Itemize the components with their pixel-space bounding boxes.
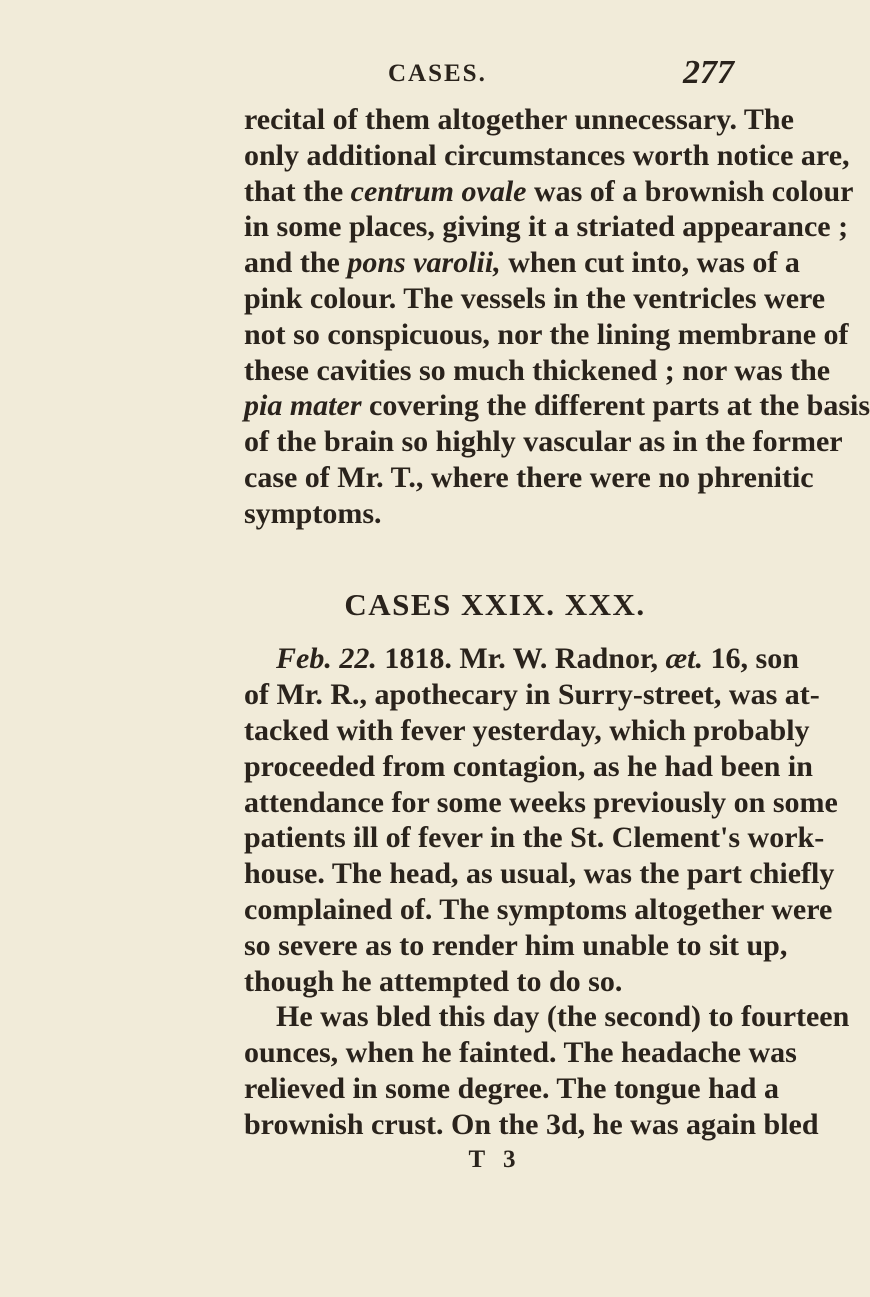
- text-line: recital of them altogether unnecessary. The: [244, 103, 794, 136]
- running-head-title: CASES.: [388, 60, 487, 87]
- running-head: [0, 38, 801, 98]
- text-line: complained of. The symptoms altogether were: [244, 892, 833, 926]
- text-line: symptoms.: [244, 496, 382, 530]
- text-line: of the brain so highly vascular as in the former: [244, 425, 843, 459]
- italic-term: centrum ovale: [350, 174, 527, 208]
- section-heading: CASES XXIX. XXX.: [344, 586, 646, 622]
- text-line: these cavities so much thickened ; nor was the: [244, 353, 831, 387]
- text-line: though he attempted to do so.: [244, 964, 623, 998]
- text-line: and the pons varolii, when cut into, was of a: [244, 246, 800, 280]
- text-line: only additional circumstances worth notice are,: [244, 138, 850, 172]
- italic-term: Feb. 22.: [276, 642, 377, 676]
- text-line: that the centrum ovale was of a brownish colour: [244, 174, 854, 208]
- text-line: patients ill of fever in the St. Clement's work-: [244, 821, 825, 855]
- signature-mark: T 3: [468, 1145, 522, 1173]
- text-line: proceeded from contagion, as he had been in: [244, 749, 813, 783]
- text-line: in some places, giving it a striated appearance ;: [244, 210, 849, 244]
- text-line: brownish crust. On the 3d, he was again bled: [244, 1107, 819, 1141]
- italic-term: pons varolii,: [347, 246, 501, 280]
- text-line: pink colour. The vessels in the ventricles were: [244, 281, 826, 315]
- text-line: relieved in some degree. The tongue had a: [244, 1071, 779, 1105]
- paragraph-case-opening: [244, 641, 838, 999]
- italic-term: pia mater: [244, 389, 362, 423]
- text-line: so severe as to render him unable to sit up,: [244, 928, 788, 962]
- paragraph-continued: [244, 102, 870, 532]
- text-line: Feb. 22. 1818. Mr. W. Radnor, æt. 16, son: [276, 642, 799, 676]
- page-body: [244, 102, 870, 1175]
- page-number: 277: [683, 54, 734, 91]
- text-line: ounces, when he fainted. The headache was: [244, 1036, 797, 1070]
- text-line: not so conspicuous, nor the lining membrane of: [244, 317, 849, 351]
- italic-term: æt.: [665, 642, 704, 676]
- text-line: attendance for some weeks previously on some: [244, 785, 838, 819]
- text-line: pia mater covering the different parts at the basis: [244, 389, 870, 423]
- text-line: house. The head, as usual, was the part chiefly: [244, 857, 835, 891]
- text-line: case of Mr. T., where there were no phrenitic: [244, 460, 814, 494]
- text-line: tacked with fever yesterday, which probably: [244, 713, 810, 747]
- paragraph-treatment: [244, 999, 850, 1142]
- text-line: He was bled this day (the second) to fourteen: [276, 1000, 850, 1034]
- text-line: of Mr. R., apothecary in Surry-street, was at-: [244, 678, 820, 712]
